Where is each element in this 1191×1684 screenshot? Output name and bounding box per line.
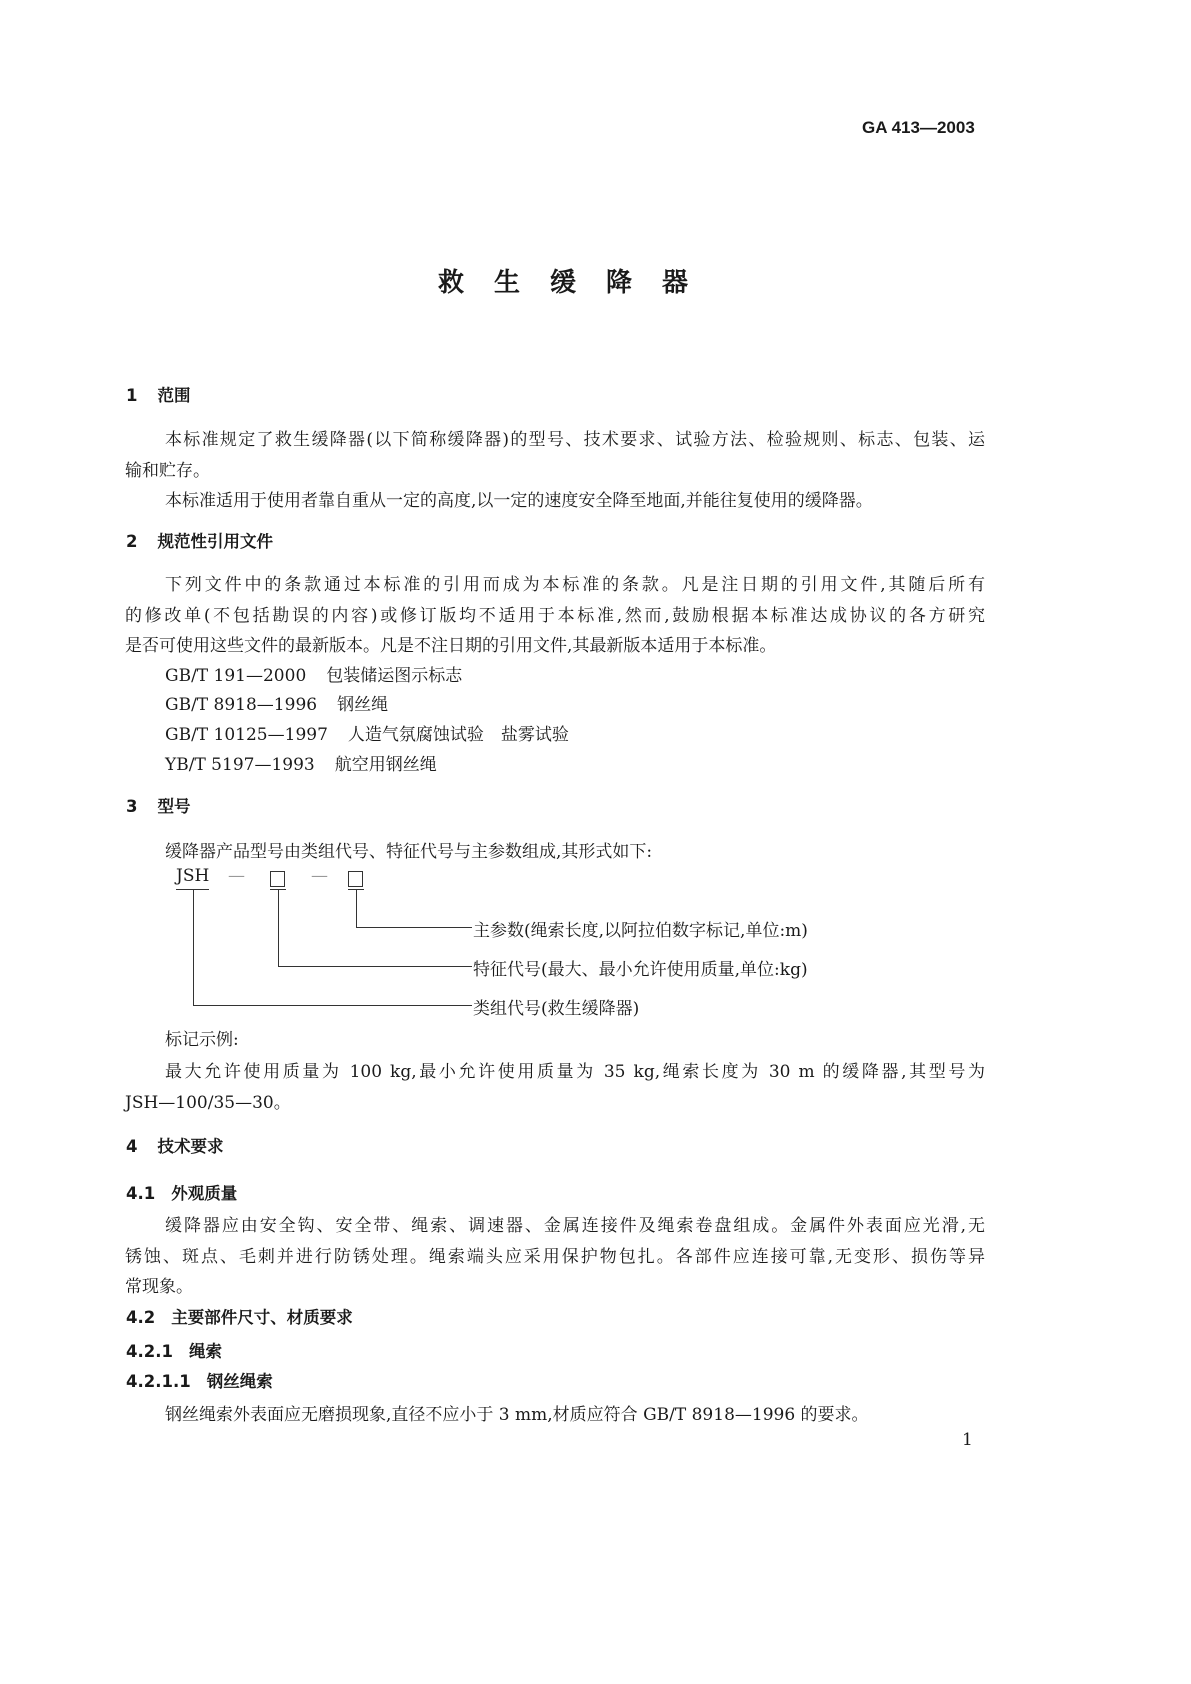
section-number: 4.2.1.1 — [126, 1372, 191, 1391]
paragraph: 钢丝绳索外表面应无磨损现象,直径不应小于 3 mm,材质应符合 GB/T 8918—1996 的要求。 — [165, 1405, 869, 1425]
paragraph-line: 本标准规定了救生缓降器(以下简称缓降器)的型号、技术要求、试验方法、检验规则、标志、包装、运 — [165, 430, 985, 450]
paragraph-line: 最大允许使用质量为 100 kg,最小允许使用质量为 35 kg,绳索长度为 30 m 的缓降器,其型号为 — [165, 1062, 985, 1082]
standard-number: GA 413—2003 — [862, 118, 975, 137]
reference-item — [165, 690, 388, 715]
section-number: 4.2 — [126, 1308, 156, 1327]
reference-code: GB/T 10125—1997 — [165, 725, 328, 745]
section-number: 3 — [126, 797, 138, 816]
reference-name: 包装储运图示标志 — [326, 666, 463, 686]
section-number: 4 — [126, 1137, 138, 1156]
reference-name: 人造气氛腐蚀试验 盐雾试验 — [347, 725, 569, 745]
reference-item — [165, 720, 569, 745]
leader-line — [193, 1005, 472, 1006]
label-feature-code: 特征代号(最大、最小允许使用质量,单位:kg) — [473, 960, 808, 980]
reference-code: GB/T 191—2000 — [165, 666, 307, 686]
main-param-box — [348, 871, 363, 887]
paragraph: 缓降器产品型号由类组代号、特征代号与主参数组成,其形式如下: — [165, 842, 653, 862]
paragraph-line: JSH—100/35—30。 — [125, 1093, 291, 1113]
feature-code-box — [270, 871, 285, 887]
section-4-2-heading — [126, 1304, 353, 1328]
section-4-2-1-1-heading — [126, 1368, 273, 1392]
paragraph: 本标准适用于使用者靠自重从一定的高度,以一定的速度安全降至地面,并能往复使用的缓降器。 — [165, 491, 873, 511]
section-title: 型号 — [157, 797, 191, 816]
paragraph-line: 缓降器应由安全钩、安全带、绳索、调速器、金属连接件及绳索卷盘组成。金属件外表面应光滑,无 — [165, 1216, 985, 1236]
paragraph-line: 是否可使用这些文件的最新版本。凡是不注日期的引用文件,其最新版本适用于本标准。 — [125, 636, 777, 656]
section-4-heading — [126, 1133, 223, 1157]
section-number: 1 — [126, 386, 138, 405]
section-title: 技术要求 — [157, 1137, 224, 1156]
reference-name: 钢丝绳 — [337, 695, 389, 715]
model-prefix: JSH — [176, 866, 210, 886]
label-main-parameter: 主参数(绳索长度,以阿拉伯数字标记,单位:m) — [473, 921, 808, 941]
section-title: 规范性引用文件 — [157, 532, 273, 551]
separator-dash: — — [311, 866, 328, 886]
section-number: 4.2.1 — [126, 1342, 173, 1361]
page-number: 1 — [962, 1430, 973, 1450]
label-class-code: 类组代号(救生缓降器) — [473, 999, 640, 1019]
leader-line — [278, 966, 472, 967]
section-3-heading — [126, 793, 190, 817]
section-1-heading — [126, 382, 190, 406]
paragraph-line: 常现象。 — [125, 1277, 193, 1297]
reference-item — [165, 750, 437, 775]
section-number: 4.1 — [126, 1184, 156, 1203]
reference-code: YB/T 5197—1993 — [165, 755, 315, 775]
section-title: 主要部件尺寸、材质要求 — [171, 1308, 353, 1327]
paragraph-line: 下列文件中的条款通过本标准的引用而成为本标准的条款。凡是注日期的引用文件,其随后所有 — [165, 575, 985, 595]
paragraph-line: 锈蚀、斑点、毛刺并进行防锈处理。绳索端头应采用保护物包扎。各部件应连接可靠,无变形、损伤等异 — [125, 1247, 985, 1267]
leader-line — [356, 927, 472, 928]
leader-line — [278, 890, 279, 966]
leader-line — [193, 890, 194, 1005]
section-4-1-heading — [126, 1180, 237, 1204]
reference-code: GB/T 8918—1996 — [165, 695, 318, 715]
reference-item — [165, 661, 462, 686]
section-title: 范围 — [157, 386, 191, 405]
example-label: 标记示例: — [165, 1030, 239, 1050]
paragraph-line: 的修改单(不包括勘误的内容)或修订版均不适用于本标准,然而,鼓励根据本标准达成协议的各方研究 — [125, 606, 985, 626]
section-title: 外观质量 — [171, 1184, 238, 1203]
section-2-heading — [126, 528, 273, 552]
reference-name: 航空用钢丝绳 — [334, 755, 437, 775]
separator-dash: — — [228, 866, 245, 886]
section-4-2-1-heading — [126, 1338, 222, 1362]
section-number: 2 — [126, 532, 138, 551]
leader-line — [356, 890, 357, 927]
section-title: 钢丝绳索 — [206, 1372, 273, 1391]
section-title: 绳索 — [188, 1342, 222, 1361]
paragraph-line: 输和贮存。 — [125, 461, 210, 481]
page-title: 救生缓降器 — [437, 268, 718, 298]
